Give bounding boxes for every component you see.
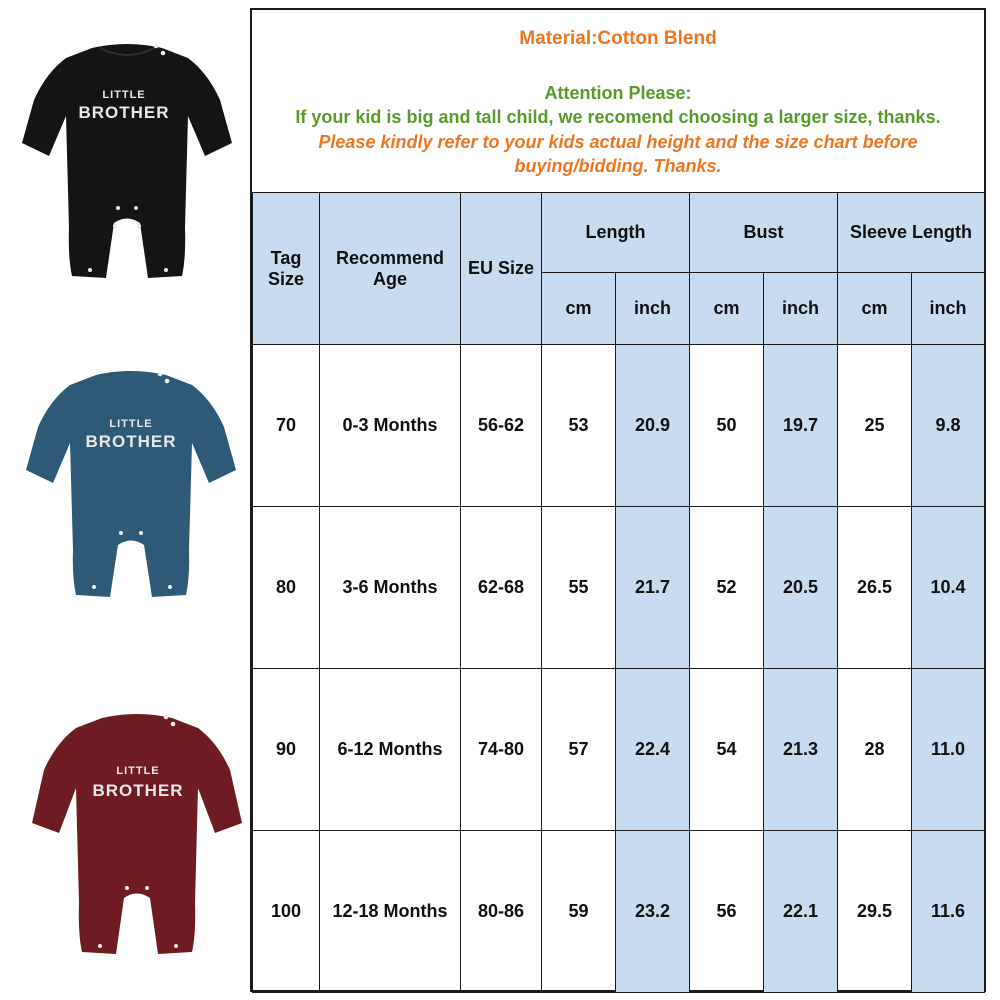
- cell-bust-cm: 54: [690, 669, 764, 831]
- romper-text-little: LITTLE: [116, 765, 160, 777]
- attention-heading: Attention Please:: [544, 83, 692, 103]
- romper-text-little: LITTLE: [102, 89, 146, 101]
- header-sleeve-length: Sleeve Length: [838, 193, 985, 273]
- table-row: [253, 507, 985, 669]
- table-row: [253, 831, 985, 993]
- romper-text-brother: BROTHER: [78, 103, 170, 122]
- header-sleeve-cm: cm: [838, 273, 912, 345]
- header-length-cm: cm: [542, 273, 616, 345]
- cell-tag-size: 70: [253, 345, 320, 507]
- cell-sleeve-inch: 10.4: [912, 507, 985, 669]
- cell-sleeve-inch: 9.8: [912, 345, 985, 507]
- cell-length-inch: 22.4: [616, 669, 690, 831]
- header-length-inch: inch: [616, 273, 690, 345]
- cell-eu-size: 74-80: [461, 669, 542, 831]
- header-tag-size: Tag Size: [253, 193, 320, 345]
- cell-bust-inch: 22.1: [764, 831, 838, 993]
- cell-eu-size: 56-62: [461, 345, 542, 507]
- sizing-advice: If your kid is big and tall child, we recomend choosing a larger size, thanks.: [295, 107, 941, 127]
- header-bust-inch: inch: [764, 273, 838, 345]
- cell-sleeve-cm: 25: [838, 345, 912, 507]
- cell-sleeve-cm: 26.5: [838, 507, 912, 669]
- blue-romper-image: [24, 365, 239, 600]
- cell-tag-size: 100: [253, 831, 320, 993]
- black-romper-image: [20, 38, 235, 283]
- size-chart-panel: [250, 8, 986, 992]
- product-image-column: [0, 0, 250, 1000]
- cell-eu-size: 62-68: [461, 507, 542, 669]
- cell-sleeve-cm: 29.5: [838, 831, 912, 993]
- cell-length-cm: 57: [542, 669, 616, 831]
- cell-recommend-age: 0-3 Months: [320, 345, 461, 507]
- header-recommend-age: Recommend Age: [320, 193, 461, 345]
- cell-bust-cm: 56: [690, 831, 764, 993]
- cell-length-cm: 59: [542, 831, 616, 993]
- cell-recommend-age: 6-12 Months: [320, 669, 461, 831]
- romper-body: [22, 44, 232, 278]
- cell-bust-cm: 50: [690, 345, 764, 507]
- cell-sleeve-cm: 28: [838, 669, 912, 831]
- cell-length-inch: 23.2: [616, 831, 690, 993]
- cell-length-cm: 55: [542, 507, 616, 669]
- romper-body: [26, 371, 236, 597]
- cell-tag-size: 80: [253, 507, 320, 669]
- cell-bust-inch: 21.3: [764, 669, 838, 831]
- material-label: Material:Cotton Blend: [519, 28, 717, 49]
- header-eu-size: EU Size: [461, 193, 542, 345]
- romper-text-brother: BROTHER: [92, 781, 184, 800]
- cell-recommend-age: 12-18 Months: [320, 831, 461, 993]
- size-chart-reminder: Please kindly refer to your kids actual height and the size chart before buying/bidding. Thanks.: [318, 132, 918, 176]
- header-length: Length: [542, 193, 690, 273]
- cell-length-inch: 20.9: [616, 345, 690, 507]
- cell-eu-size: 80-86: [461, 831, 542, 993]
- romper-text-little: LITTLE: [109, 418, 153, 430]
- cell-bust-inch: 20.5: [764, 507, 838, 669]
- size-table: [252, 192, 985, 993]
- cell-length-inch: 21.7: [616, 507, 690, 669]
- table-row: [253, 345, 985, 507]
- notice-header: [252, 10, 984, 192]
- cell-sleeve-inch: 11.0: [912, 669, 985, 831]
- cell-bust-inch: 19.7: [764, 345, 838, 507]
- romper-text-brother: BROTHER: [85, 432, 177, 451]
- burgundy-romper-image: [30, 708, 245, 958]
- cell-length-cm: 53: [542, 345, 616, 507]
- header-sleeve-inch: inch: [912, 273, 985, 345]
- cell-tag-size: 90: [253, 669, 320, 831]
- romper-body: [32, 714, 242, 954]
- cell-recommend-age: 3-6 Months: [320, 507, 461, 669]
- cell-bust-cm: 52: [690, 507, 764, 669]
- header-bust: Bust: [690, 193, 838, 273]
- table-row: [253, 669, 985, 831]
- header-bust-cm: cm: [690, 273, 764, 345]
- cell-sleeve-inch: 11.6: [912, 831, 985, 993]
